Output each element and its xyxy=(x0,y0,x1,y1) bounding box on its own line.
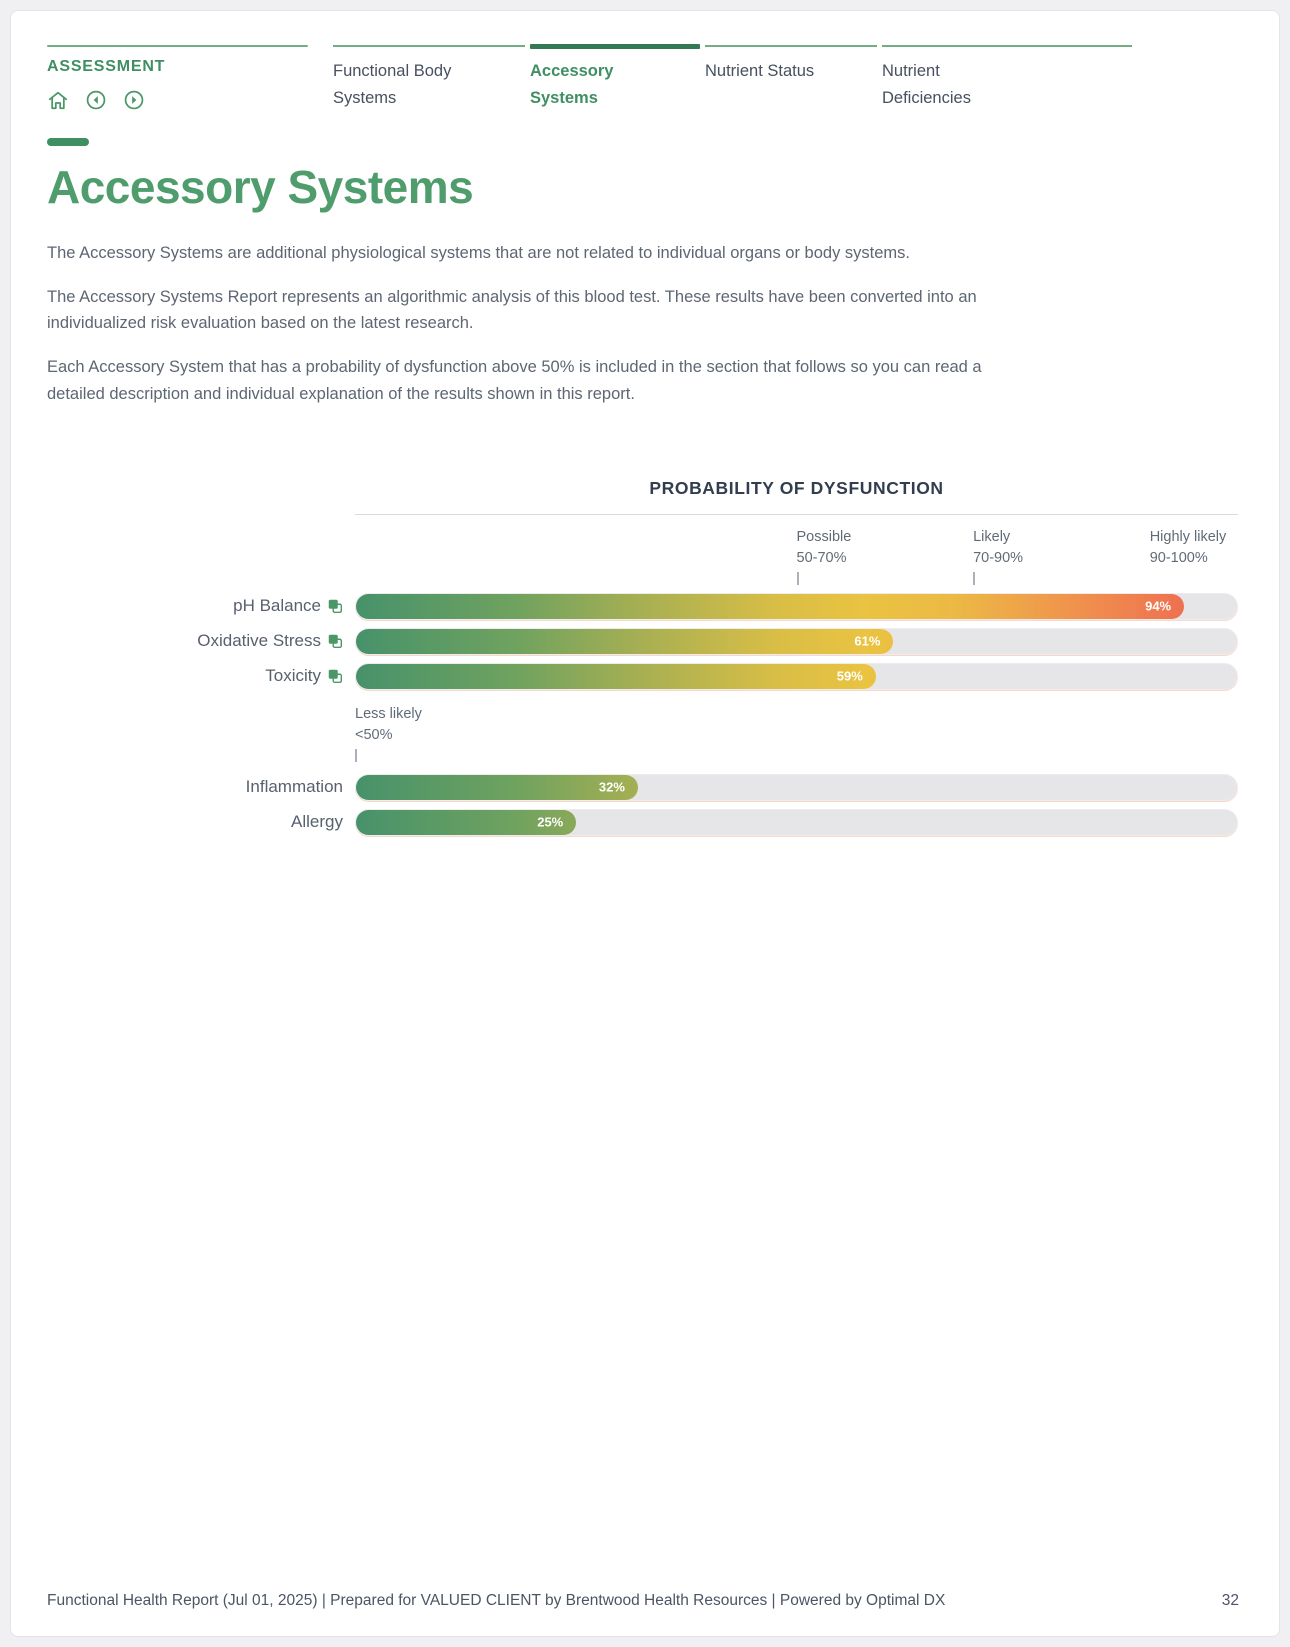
tab-accessory-systems[interactable] xyxy=(530,45,700,112)
less-likely-tick xyxy=(355,749,357,762)
zone-name: Possible xyxy=(796,528,852,545)
bar-track xyxy=(355,774,1238,801)
less-likely-range: <50% xyxy=(355,726,393,743)
tab-bar xyxy=(333,45,1239,112)
bars-above-threshold xyxy=(47,593,1238,690)
bar-fill xyxy=(356,775,638,800)
zone-range: 70-90% xyxy=(973,549,1024,566)
bar-label: Inflammation xyxy=(245,777,343,797)
tab-overline xyxy=(705,45,877,47)
footer-text: Functional Health Report (Jul 01, 2025) | Prepared for VALUED CLIENT by Brentwood Health Resources | Powered by Optimal DX xyxy=(47,1592,946,1609)
bar-fill xyxy=(356,594,1184,619)
tab-overline xyxy=(333,45,525,47)
tab-nutrient-deficiencies[interactable] xyxy=(882,45,1132,112)
bar-value-label: 94% xyxy=(1145,598,1172,614)
chart-bar-row xyxy=(47,628,1238,655)
zone-name: Likely xyxy=(973,528,1011,545)
chart-divider xyxy=(355,514,1238,515)
tab-nutrient-status[interactable] xyxy=(705,45,877,112)
bar-label: Oxidative Stress xyxy=(197,631,321,651)
page-number: 32 xyxy=(1221,1592,1239,1609)
tab-label: Functional Body Systems xyxy=(333,62,452,107)
probability-chart xyxy=(11,478,1279,836)
bar-track xyxy=(355,593,1238,620)
chart-bar-row xyxy=(47,593,1238,620)
zone-tick xyxy=(973,572,975,585)
chart-title: PROBABILITY OF DYSFUNCTION xyxy=(649,477,944,498)
bar-fill xyxy=(356,810,576,835)
intro-paragraph: The Accessory Systems are additional physiological systems that are not related to individual organs or body systems. xyxy=(47,244,911,262)
title-dash xyxy=(47,138,89,146)
section-link-icon[interactable] xyxy=(328,669,343,684)
intro-paragraph: Each Accessory System that has a probability of dysfunction above 50% is included in the section that follows so you can read a detailed description and individual explanation of the results shown in this report. xyxy=(47,358,982,403)
header xyxy=(11,11,1279,112)
tab-overline xyxy=(882,45,1132,47)
less-likely-label: Less likely xyxy=(355,705,422,722)
bar-value-label: 25% xyxy=(537,814,564,830)
zone-name: Highly likely xyxy=(1149,528,1227,545)
zone-range: 50-70% xyxy=(796,549,847,566)
zone-label xyxy=(797,527,875,585)
footer xyxy=(47,1592,1239,1610)
bars-below-threshold xyxy=(47,774,1238,836)
bar-label-cell xyxy=(47,812,343,832)
bar-label: Allergy xyxy=(291,812,343,832)
bar-label-cell xyxy=(47,596,343,616)
section-link-icon[interactable] xyxy=(328,599,343,614)
intro-paragraph: The Accessory Systems Report represents an algorithmic analysis of this blood test. These results have been converted into an individualized risk evaluation based on the latest research. xyxy=(47,287,977,333)
bar-label: Toxicity xyxy=(265,666,321,686)
bar-fill xyxy=(356,629,893,654)
bar-value-label: 59% xyxy=(836,668,863,684)
bar-fill xyxy=(356,664,876,689)
tab-overline xyxy=(530,44,700,49)
bar-track xyxy=(355,663,1238,690)
next-page-icon[interactable] xyxy=(123,89,145,111)
zone-range: 90-100% xyxy=(1149,549,1208,566)
bar-label-cell xyxy=(47,666,343,686)
tab-label: Nutrient Deficiencies xyxy=(882,62,971,107)
report-page xyxy=(10,10,1280,1637)
chart-bar-row xyxy=(47,809,1238,836)
zone-labels-row xyxy=(355,527,1238,583)
zone-label xyxy=(973,527,1051,585)
bar-value-label: 32% xyxy=(598,779,625,795)
chart-bar-row xyxy=(47,774,1238,801)
assessment-label: ASSESSMENT xyxy=(47,58,166,75)
bar-label-cell xyxy=(47,631,343,651)
bar-value-label: 61% xyxy=(854,633,881,649)
tab-label: Nutrient Status xyxy=(705,62,815,80)
home-icon[interactable] xyxy=(47,90,69,111)
zone-tick xyxy=(797,572,799,585)
section-link-icon[interactable] xyxy=(328,634,343,649)
prev-page-icon[interactable] xyxy=(85,89,107,111)
chart-bar-row xyxy=(47,663,1238,690)
bar-track xyxy=(355,628,1238,655)
less-likely-zone xyxy=(355,704,1238,762)
zone-label xyxy=(1150,527,1228,569)
assessment-overline xyxy=(47,45,308,47)
bar-track xyxy=(355,809,1238,836)
chart-head xyxy=(355,478,1238,515)
bar-label: pH Balance xyxy=(233,596,321,616)
tab-label: Accessory Systems xyxy=(530,62,614,107)
intro-paragraphs xyxy=(47,240,1239,408)
tab-functional-body-systems[interactable] xyxy=(333,45,525,112)
nav-icons xyxy=(47,89,308,111)
bar-label-cell xyxy=(47,777,343,797)
page-title: Accessory Systems xyxy=(47,161,474,213)
header-left xyxy=(47,45,308,112)
